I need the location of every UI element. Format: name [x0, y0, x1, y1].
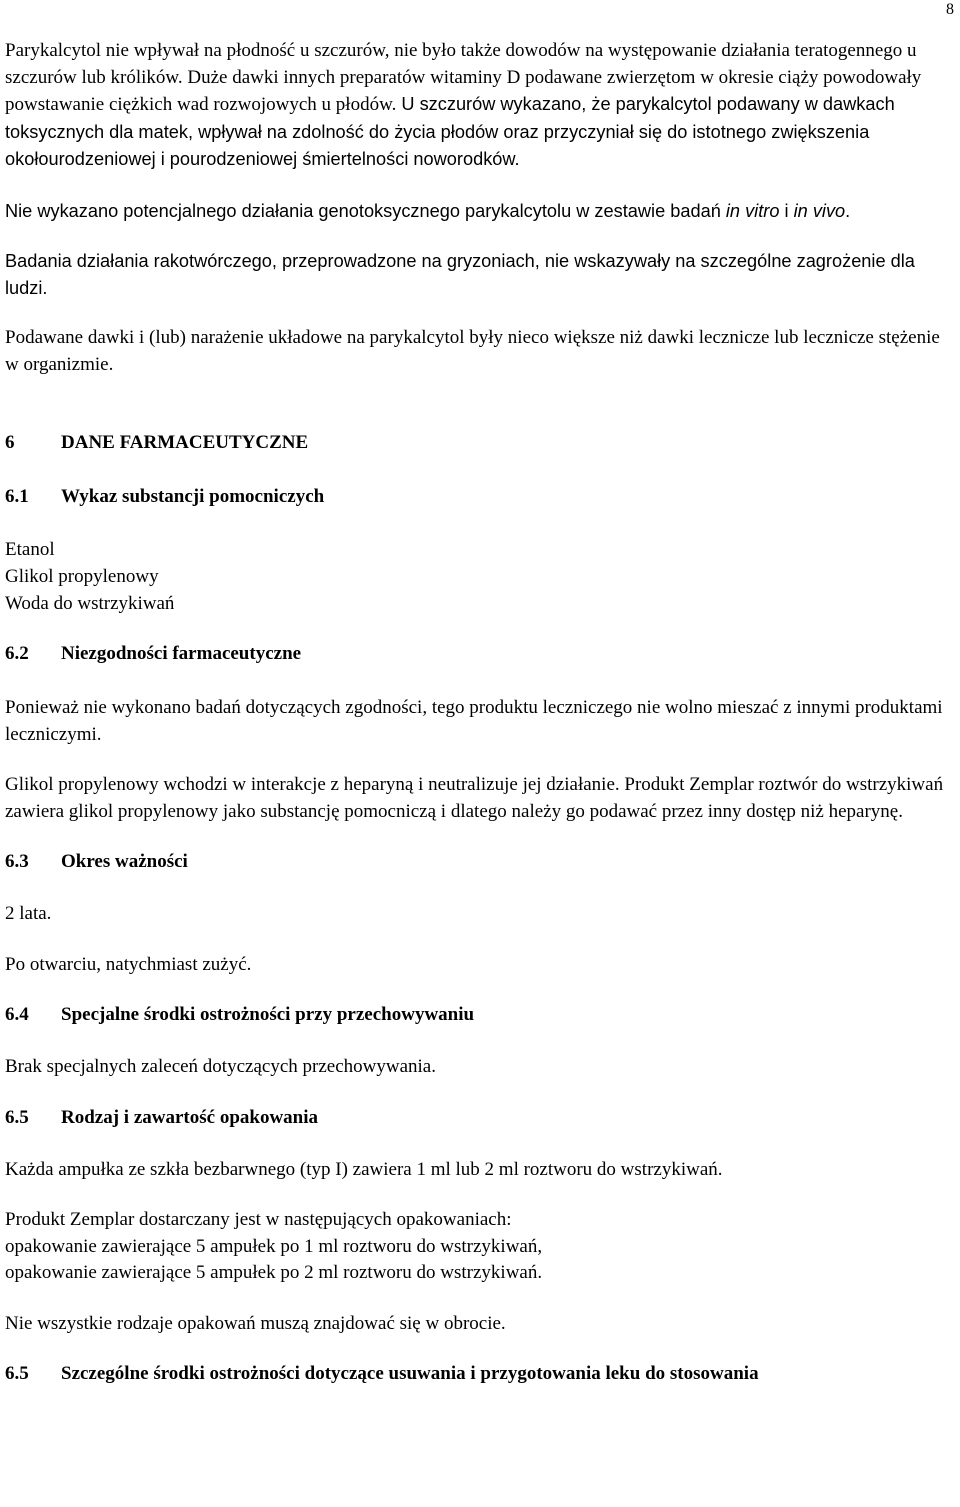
genotox-text-c: i: [779, 200, 794, 221]
section-heading-6-2: [5, 641, 945, 667]
paragraph-fertility-part-b: U szczurów wykazano, że parykalcytol podawany w dawkach toksycznych dla matek, wpływał na zdolność do życia płodów oraz przyczyniał się do istotnego zwiększenia okołourodzeniowej i pourodzeniowej śmiertelności noworodków.: [5, 94, 895, 169]
paragraph-fertility: [5, 38, 945, 174]
section-title: DANE FARMACEUTYCZNE: [61, 432, 309, 453]
section-heading-6-4: [5, 1002, 945, 1028]
paragraph-after-opening: Po otwarciu, natychmiast zużyć.: [5, 953, 252, 975]
section-number: 6.5: [5, 1106, 29, 1128]
paragraph-fertility-part-a: Parykalcytol nie wpływał na płodność u szczurów, nie było także dowodów na występowanie działania teratogennego u szczurów lub królików. Duże dawki innych preparatów witaminy D podawane zwierzętom w okresie ciąży powodowały powstawanie ciężkich wad rozwojowych u płodów.: [5, 40, 922, 115]
section-title: Specjalne środki ostrożności przy przechowywaniu: [61, 1004, 475, 1025]
section-title: Rodzaj i zawartość opakowania: [61, 1106, 319, 1128]
paragraph-storage: Brak specjalnych zaleceń dotyczących przechowywania.: [5, 1056, 436, 1077]
section-number: 6.4: [5, 1004, 29, 1025]
list-item: Produkt Zemplar dostarczany jest w następujących opakowaniach:: [5, 1209, 512, 1230]
paragraph-exposure: Podawane dawki i (lub) narażenie układowe na parykalcytol były nieco większe niż dawki lecznicze lub lecznicze stężenie w organizmie.: [5, 327, 940, 375]
section-heading-6-5-disposal: [5, 1361, 945, 1387]
list-item: Glikol propylenowy: [5, 566, 159, 587]
section-heading-6-5: [5, 1105, 945, 1131]
excipients-list: [5, 536, 945, 617]
section-number: 6.5: [5, 1363, 29, 1384]
genotox-in-vitro: in vitro: [725, 200, 780, 221]
paragraph-shelf-life: 2 lata.: [5, 903, 52, 924]
section-title: Wykaz substancji pomocniczych: [61, 486, 325, 507]
paragraph-marketing-note: Nie wszystkie rodzaje opakowań muszą znajdować się w obrocie.: [5, 1312, 506, 1334]
section-heading-6-3: [5, 849, 945, 875]
section-heading-6-1: [5, 484, 945, 510]
paragraph-carcinogenicity: Badania działania rakotwórczego, przeprowadzone na gryzoniach, nie wskazywały na szczególne zagrożenie dla ludzi.: [5, 251, 915, 298]
section-title: Szczególne środki ostrożności dotyczące usuwania i przygotowania leku do stosowania: [61, 1363, 759, 1384]
section-number: 6: [5, 432, 15, 453]
paragraph-heparin-interaction: Glikol propylenowy wchodzi w interakcje z heparyną i neutralizuje jej działanie. Produkt Zemplar roztwór do wstrzykiwań zawiera glikol propylenowy jako substancję pomocniczą i dlatego należy go podawać przez inny dostęp niż heparynę.: [5, 774, 944, 822]
packaging-list: [5, 1207, 945, 1287]
section-number: 6.1: [5, 486, 29, 507]
list-item: opakowanie zawierające 5 ampułek po 2 ml roztworu do wstrzykiwań.: [5, 1262, 543, 1283]
section-title: Niezgodności farmaceutyczne: [61, 643, 302, 664]
genotox-in-vivo: in vivo: [793, 200, 846, 221]
document-body: [5, 38, 945, 1387]
paragraph-genotoxicity: [5, 198, 945, 225]
list-item: opakowanie zawierające 5 ampułek po 1 ml roztworu do wstrzykiwań,: [5, 1235, 543, 1257]
section-number: 6.3: [5, 851, 29, 872]
genotox-text-e: .: [845, 200, 851, 221]
list-item: Etanol: [5, 539, 55, 560]
page-number: 8: [946, 1, 954, 18]
paragraph-ampoule: Każda ampułka ze szkła bezbarwnego (typ I) zawiera 1 ml lub 2 ml roztworu do wstrzykiwań.: [5, 1158, 723, 1180]
section-title: Okres ważności: [61, 851, 188, 872]
section-heading-6: [5, 430, 945, 456]
list-item: Woda do wstrzykiwań: [5, 593, 175, 614]
genotox-text-a: Nie wykazano potencjalnego działania genotoksycznego parykalcytolu w zestawie badań: [5, 200, 726, 221]
section-number: 6.2: [5, 643, 29, 664]
paragraph-incompatibility: Ponieważ nie wykonano badań dotyczących zgodności, tego produktu leczniczego nie wolno mieszać z innymi produktami leczniczymi.: [5, 697, 943, 745]
